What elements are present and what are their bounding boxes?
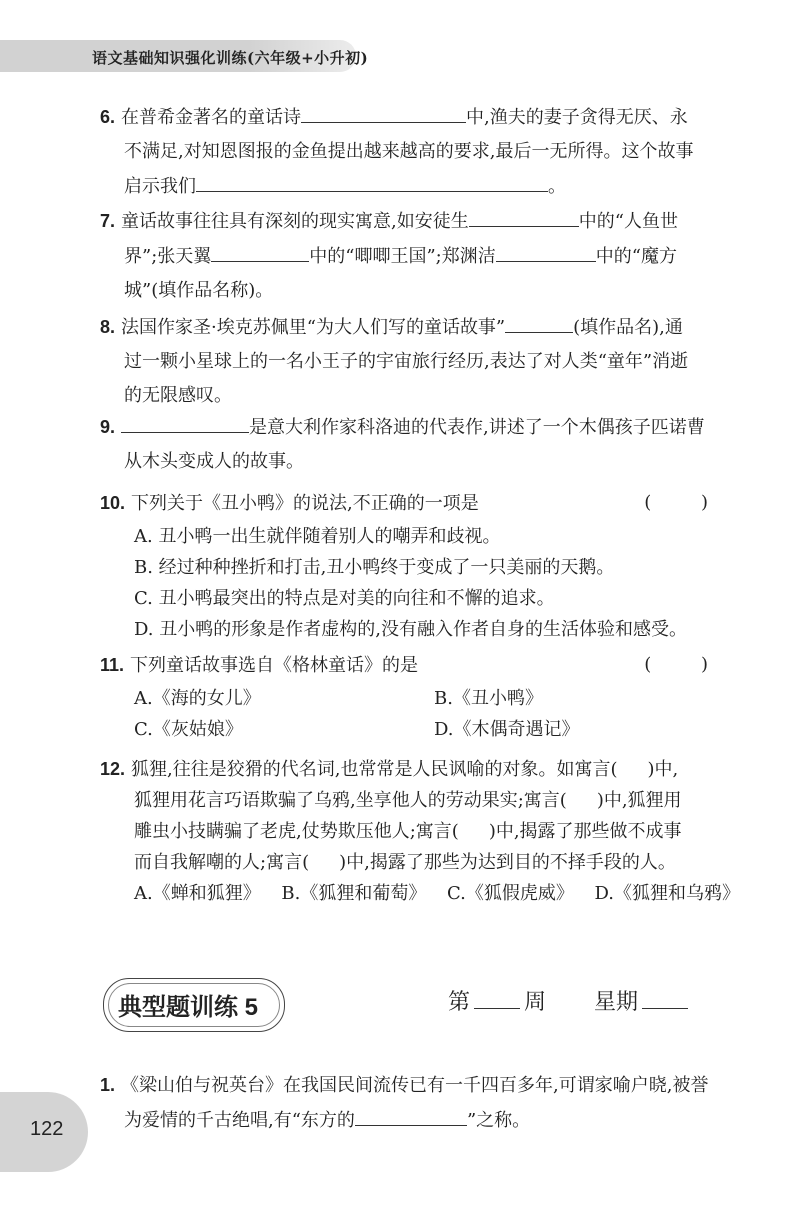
- question-stem: 下列童话故事选自《格林童话》的是: [130, 655, 419, 676]
- question-8: [100, 310, 740, 413]
- question-text: 。: [548, 176, 566, 197]
- option-b[interactable]: B.《狐狸和葡萄》: [281, 883, 427, 904]
- question-number: 10.: [100, 493, 126, 513]
- question-10: [100, 486, 740, 645]
- option-c[interactable]: C. 丑小鸭最突出的特点是对美的向往和不懈的追求。: [134, 588, 555, 609]
- option-d[interactable]: D.《狐狸和乌鸦》: [594, 883, 740, 904]
- question-text: 在普希金著名的童话诗: [121, 107, 302, 128]
- question-text: )中,揭露了那些为达到目的不择手段的人。: [339, 852, 676, 873]
- question-12: [100, 754, 740, 909]
- answer-blank[interactable]: [301, 100, 466, 123]
- question-text: 中的“魔方: [595, 246, 677, 267]
- question-text: 狐狸,往往是狡猾的代名词,也常常是人民讽喻的对象。如寓言(: [131, 759, 618, 780]
- question-number: 7.: [100, 211, 116, 231]
- section-question-1: [100, 1068, 740, 1138]
- question-6: [100, 100, 740, 204]
- question-text: 不满足,对知恩图报的金鱼提出越来越高的要求,最后一无所得。这个故事: [124, 141, 694, 162]
- question-text: ”之称。: [466, 1110, 531, 1131]
- option-c[interactable]: C.《狐假虎威》: [446, 883, 574, 904]
- option-a[interactable]: A.《蝉和狐狸》: [134, 883, 261, 904]
- question-number: 11.: [100, 655, 125, 675]
- question-number: 6.: [100, 107, 116, 127]
- answer-blank[interactable]: [355, 1103, 467, 1126]
- question-stem: 下列关于《丑小鸭》的说法,不正确的一项是: [131, 493, 479, 514]
- question-text: 《梁山伯与祝英台》在我国民间流传已有一千四百多年,可谓家喻户晓,被誉: [121, 1075, 709, 1096]
- answer-blank[interactable]: [196, 169, 548, 192]
- weekday-label: 星期: [594, 990, 639, 1015]
- question-text: 城”(填作品名称)。: [124, 280, 274, 301]
- question-text: 为爱情的千古绝唱,有“东方的: [124, 1110, 355, 1131]
- option-d[interactable]: D. 丑小鸭的形象是作者虚构的,没有融入作者自身的生活体验和感受。: [134, 619, 687, 640]
- answer-blank[interactable]: [496, 239, 596, 262]
- answer-blank[interactable]: [211, 239, 309, 262]
- question-text: 中的“人鱼世: [578, 211, 678, 232]
- question-text: 从木头变成人的故事。: [124, 451, 304, 472]
- question-text: 狐狸用花言巧语欺骗了乌鸦,坐享他人的劳动果实;寓言(: [134, 790, 567, 811]
- question-11: [100, 648, 740, 745]
- option-a[interactable]: A.《海的女儿》: [134, 688, 261, 709]
- option-c[interactable]: C.《灰姑娘》: [134, 719, 243, 740]
- option-b[interactable]: B. 经过种种挫折和打击,丑小鸭终于变成了一只美丽的天鹅。: [134, 557, 615, 578]
- question-text: 中的“唧唧王国”;郑渊洁: [309, 246, 496, 267]
- weekday-blank[interactable]: [642, 984, 688, 1009]
- question-text: )中,揭露了那些做不成事: [488, 821, 682, 842]
- question-text: 法国作家圣·埃克苏佩里“为大人们写的童话故事”: [121, 317, 506, 338]
- option-b[interactable]: B.《丑小鸭》: [434, 688, 543, 709]
- week-number-blank[interactable]: [474, 984, 520, 1009]
- answer-parentheses[interactable]: ( ): [644, 492, 730, 513]
- question-number: 8.: [100, 317, 116, 337]
- answer-blank[interactable]: [121, 410, 249, 433]
- week-label: 周: [524, 990, 547, 1015]
- question-number: 12.: [100, 759, 126, 779]
- question-text: 而自我解嘲的人;寓言(: [134, 852, 310, 873]
- question-9: [100, 410, 740, 479]
- question-text: 童话故事往往具有深刻的现实寓意,如安徒生: [121, 211, 469, 232]
- book-title: 语文基础知识强化训练(六年级+小升初): [92, 49, 369, 67]
- question-text: 是意大利作家科洛迪的代表作,讲述了一个木偶孩子匹诺曹: [249, 417, 705, 438]
- section-title: 典型题训练 5: [118, 994, 259, 1021]
- answer-parentheses[interactable]: ( ): [644, 654, 730, 675]
- option-d[interactable]: D.《木偶奇遇记》: [434, 719, 580, 740]
- week-prefix: 第: [448, 990, 471, 1015]
- question-number: 1.: [100, 1075, 116, 1095]
- question-text: 过一颗小星球上的一名小王子的宇宙旅行经历,表达了对人类“童年”消逝: [124, 351, 689, 372]
- question-text: )中,: [647, 759, 679, 780]
- question-text: 中,渔夫的妻子贪得无厌、永: [466, 107, 688, 128]
- question-text: 雕虫小技瞒骗了老虎,仗势欺压他人;寓言(: [134, 821, 459, 842]
- question-text: 启示我们: [124, 176, 196, 197]
- week-day-field: [448, 984, 688, 1016]
- answer-blank[interactable]: [469, 204, 579, 227]
- question-text: 界”;张天翼: [124, 246, 212, 267]
- answer-blank[interactable]: [505, 310, 573, 333]
- question-7: [100, 204, 740, 308]
- question-text: )中,狐狸用: [596, 790, 682, 811]
- question-text: (填作品名),通: [573, 317, 683, 338]
- question-number: 9.: [100, 417, 116, 437]
- option-a[interactable]: A. 丑小鸭一出生就伴随着别人的嘲弄和歧视。: [134, 526, 501, 547]
- question-text: 的无限感叹。: [124, 385, 232, 406]
- page-number: 122: [30, 1118, 64, 1140]
